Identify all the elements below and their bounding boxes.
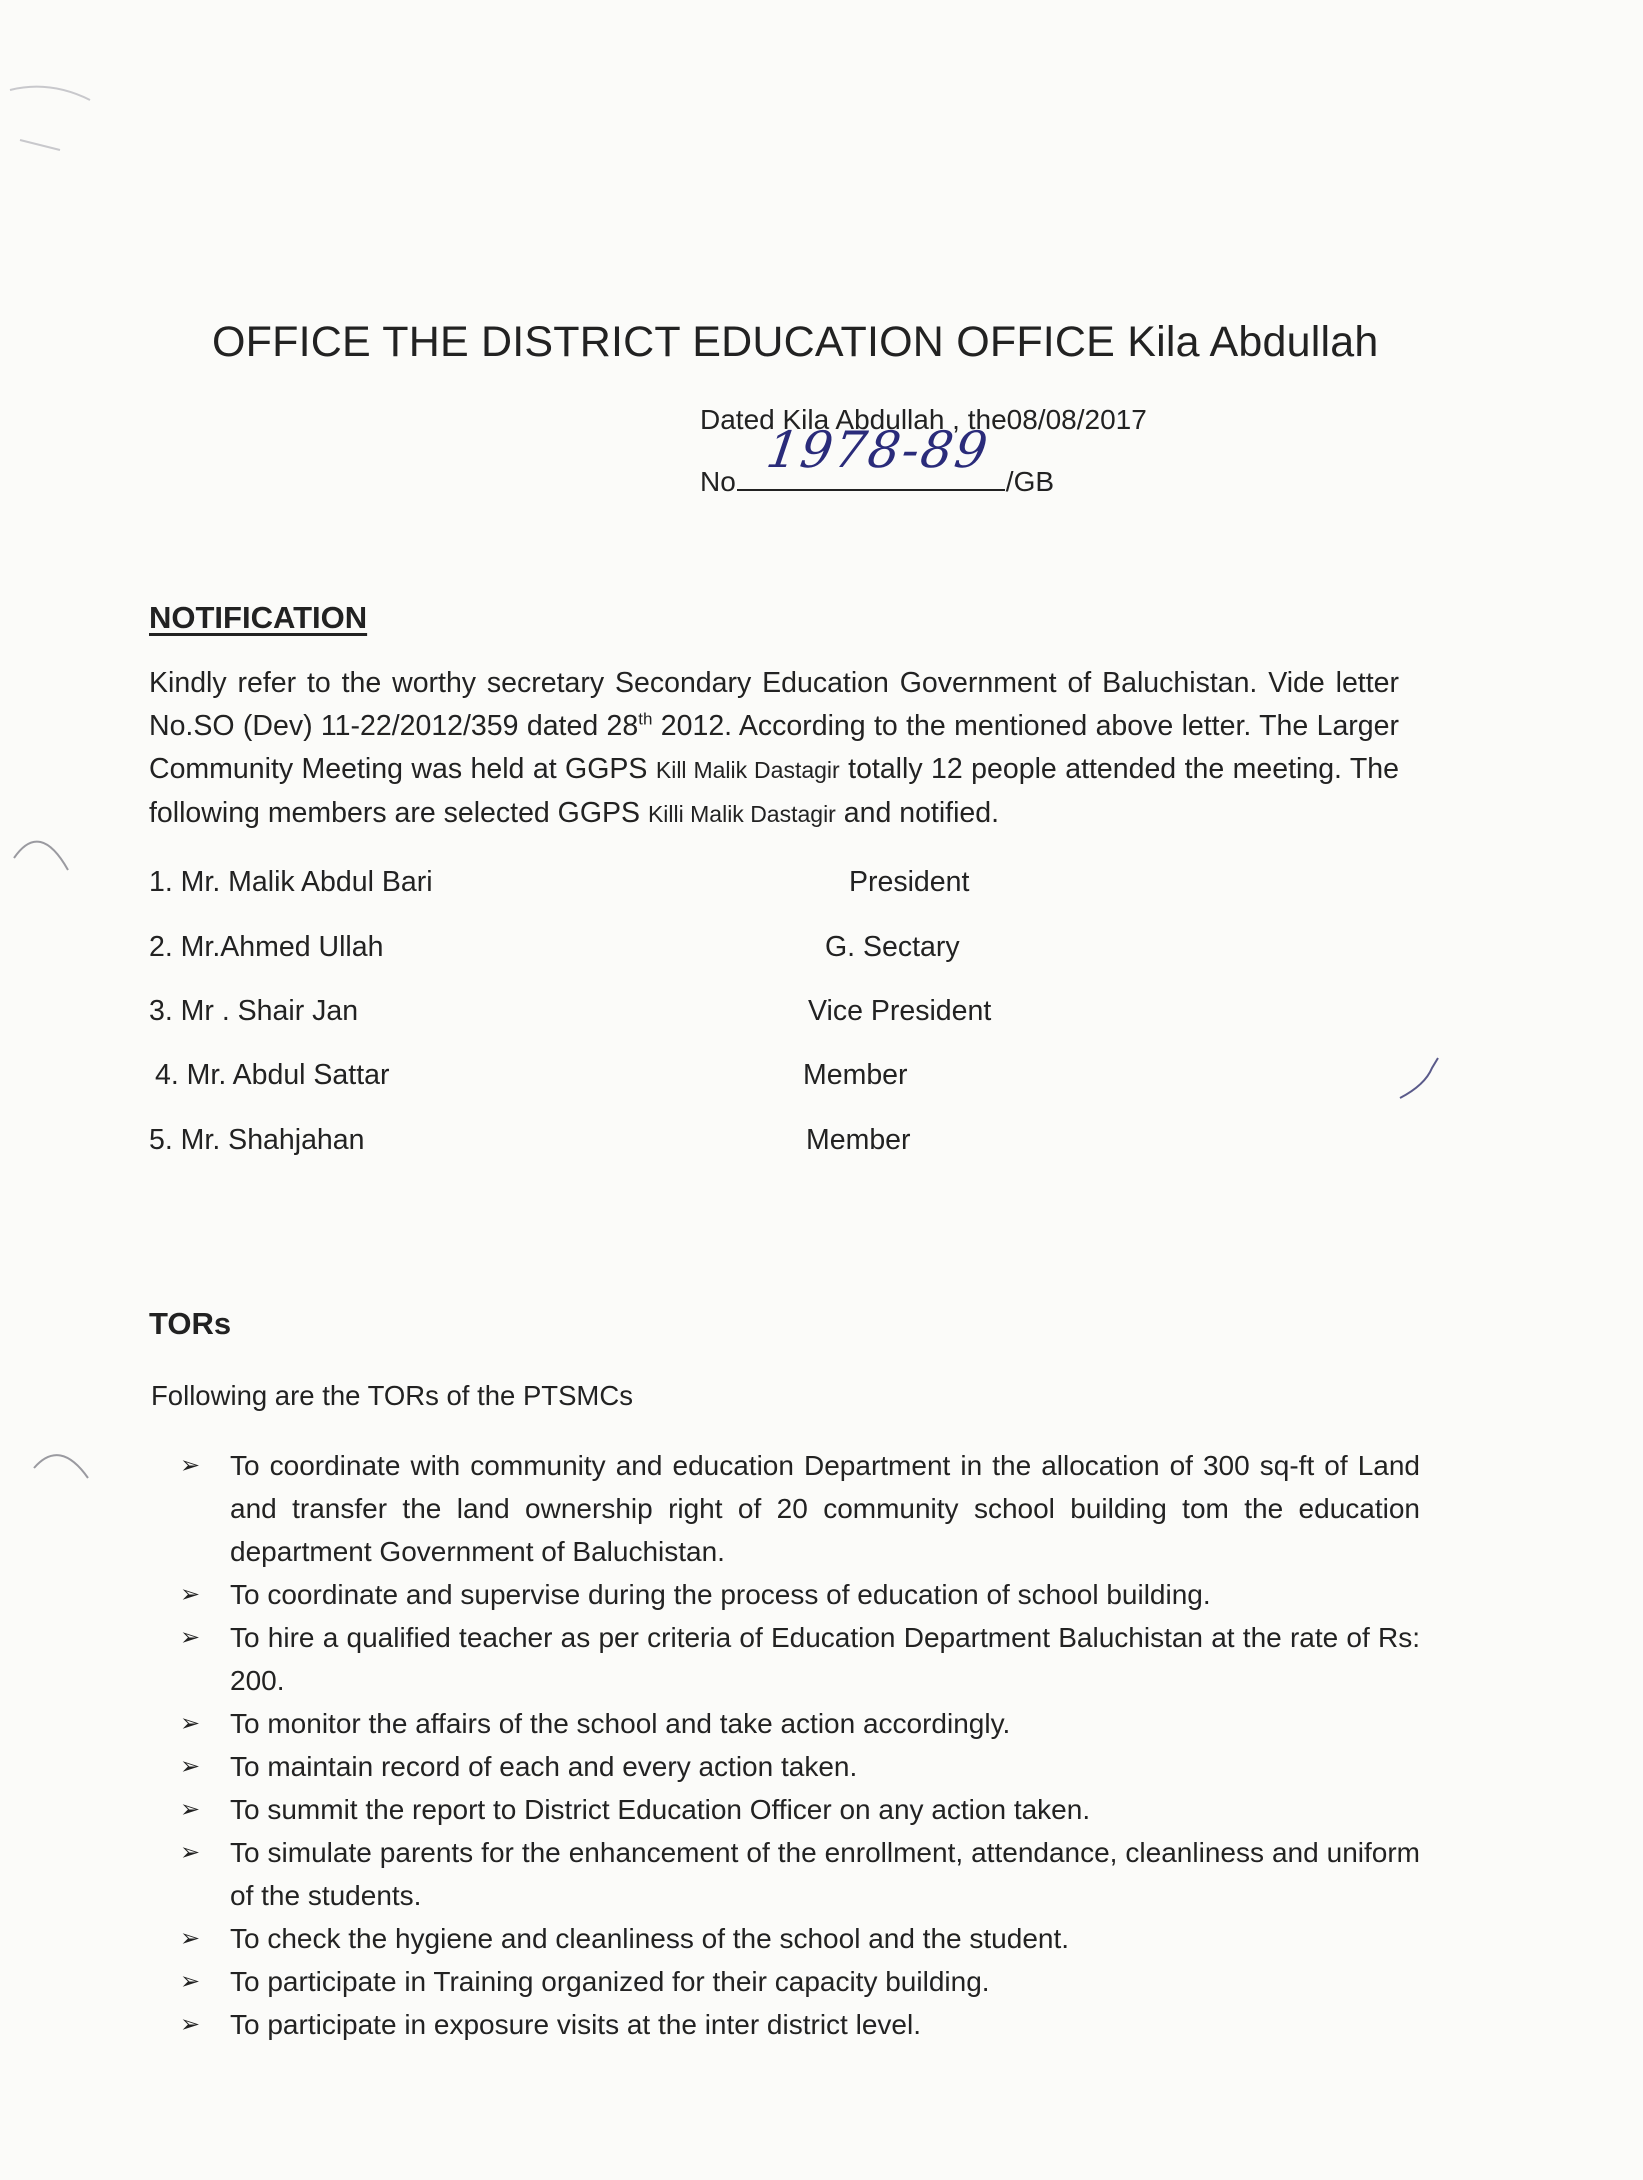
notification-body — [149, 662, 1399, 836]
school-place-name-1: Kill Malik Dastagir — [655, 757, 840, 783]
list-item — [180, 1573, 1420, 1616]
school-place-name-2: Killi Malik Dastagir — [647, 801, 836, 827]
notification-heading: NOTIFICATION — [149, 600, 368, 635]
member-row — [149, 931, 1249, 973]
member-role: Member — [806, 1124, 911, 1156]
list-item — [180, 1444, 1420, 1573]
reference-number-prefix: No — [700, 466, 736, 497]
dated-line: Dated Kila Abdullah , the08/08/2017 — [700, 404, 1147, 435]
arrow-bullet-icon: ➢ — [180, 2011, 201, 2038]
tors-intro: Following are the TORs of the PTSMCs — [151, 1380, 633, 1411]
member-name: 5. Mr. Shahjahan — [149, 1124, 365, 1156]
arrow-bullet-icon: ➢ — [180, 1839, 201, 1866]
list-item-text: To summit the report to District Education Officer on any action taken. — [230, 1794, 1091, 1825]
reference-number-blank — [737, 421, 1005, 491]
punch-hole-mark-bottom — [34, 1455, 88, 1478]
office-title: OFFICE THE DISTRICT EDUCATION OFFICE Kila Abdullah — [212, 318, 1379, 366]
arrow-bullet-icon: ➢ — [180, 1710, 201, 1737]
list-item — [180, 1960, 1420, 2003]
list-item — [180, 1745, 1420, 1788]
list-item — [180, 1788, 1420, 1831]
punch-hole-mark-top — [14, 842, 68, 870]
list-item — [180, 1831, 1420, 1917]
list-item — [180, 1616, 1420, 1702]
notification-text-part1: Kindly refer to the worthy secretary Secondary Education Government of Baluchistan. Vide letter No.SO (Dev) 11-22/2012/359 dated 28 — [149, 667, 1399, 742]
tors-list — [180, 1444, 1420, 2046]
pen-tick-mark — [1400, 1058, 1438, 1098]
arrow-bullet-icon: ➢ — [180, 1968, 201, 1995]
list-item-text: To coordinate with community and education Department in the allocation of 300 sq-ft of Land and transfer the land ownership right of 20 community school building tom the education department Government of Baluchistan. — [230, 1450, 1420, 1567]
notification-text-part3: totally 12 people attended the meeting. The following members are selected GGPS — [149, 753, 1400, 829]
list-item-text: To monitor the affairs of the school and take action accordingly. — [230, 1708, 1011, 1739]
member-row — [149, 1059, 1249, 1101]
arrow-bullet-icon: ➢ — [180, 1925, 201, 1952]
member-name: 3. Mr . Shair Jan — [149, 995, 359, 1027]
member-role: Vice President — [808, 995, 992, 1027]
notification-text-part2: 2012. According to the mentioned above letter. The Larger Community Meeting was held at GGPS — [149, 710, 1399, 785]
list-item-text: To coordinate and supervise during the process of education of school building. — [230, 1579, 1211, 1610]
list-item-text: To check the hygiene and cleanliness of the school and the student. — [230, 1923, 1070, 1954]
arrow-bullet-icon: ➢ — [180, 1753, 201, 1780]
arrow-bullet-icon: ➢ — [180, 1796, 201, 1823]
list-item-text: To simulate parents for the enhancement of the enrollment, attendance, cleanliness and uniform of the students. — [230, 1837, 1420, 1911]
notification-text-part4: and notified. — [835, 797, 1000, 829]
reference-number-line — [700, 421, 1055, 505]
arrow-bullet-icon: ➢ — [180, 1452, 201, 1479]
handwritten-reference-number: 1978-89 — [762, 421, 993, 479]
corner-smudge — [10, 87, 90, 150]
member-role: G. Sectary — [825, 931, 960, 963]
list-item-text: To hire a qualified teacher as per criteria of Education Department Baluchistan at the rate of Rs: 200. — [230, 1622, 1420, 1696]
member-name: 2. Mr.Ahmed Ullah — [149, 931, 384, 963]
member-row — [149, 995, 1249, 1037]
tors-heading: TORs — [149, 1306, 232, 1341]
arrow-bullet-icon: ➢ — [180, 1624, 201, 1651]
list-item — [180, 2003, 1420, 2046]
list-item — [180, 1917, 1420, 1960]
member-row — [149, 866, 1249, 908]
member-name: 1. Mr. Malik Abdul Bari — [149, 866, 433, 898]
member-name: 4. Mr. Abdul Sattar — [155, 1059, 390, 1091]
arrow-bullet-icon: ➢ — [180, 1581, 201, 1608]
ordinal-superscript: th — [638, 709, 653, 729]
reference-number-suffix: /GB — [1005, 466, 1055, 497]
list-item-text: To participate in Training organized for their capacity building. — [230, 1966, 990, 1997]
list-item-text: To participate in exposure visits at the inter district level. — [230, 2009, 921, 2040]
member-role: Member — [803, 1059, 908, 1091]
member-role: President — [849, 866, 970, 898]
member-row — [149, 1124, 1249, 1166]
list-item — [180, 1702, 1420, 1745]
list-item-text: To maintain record of each and every action taken. — [230, 1751, 858, 1782]
